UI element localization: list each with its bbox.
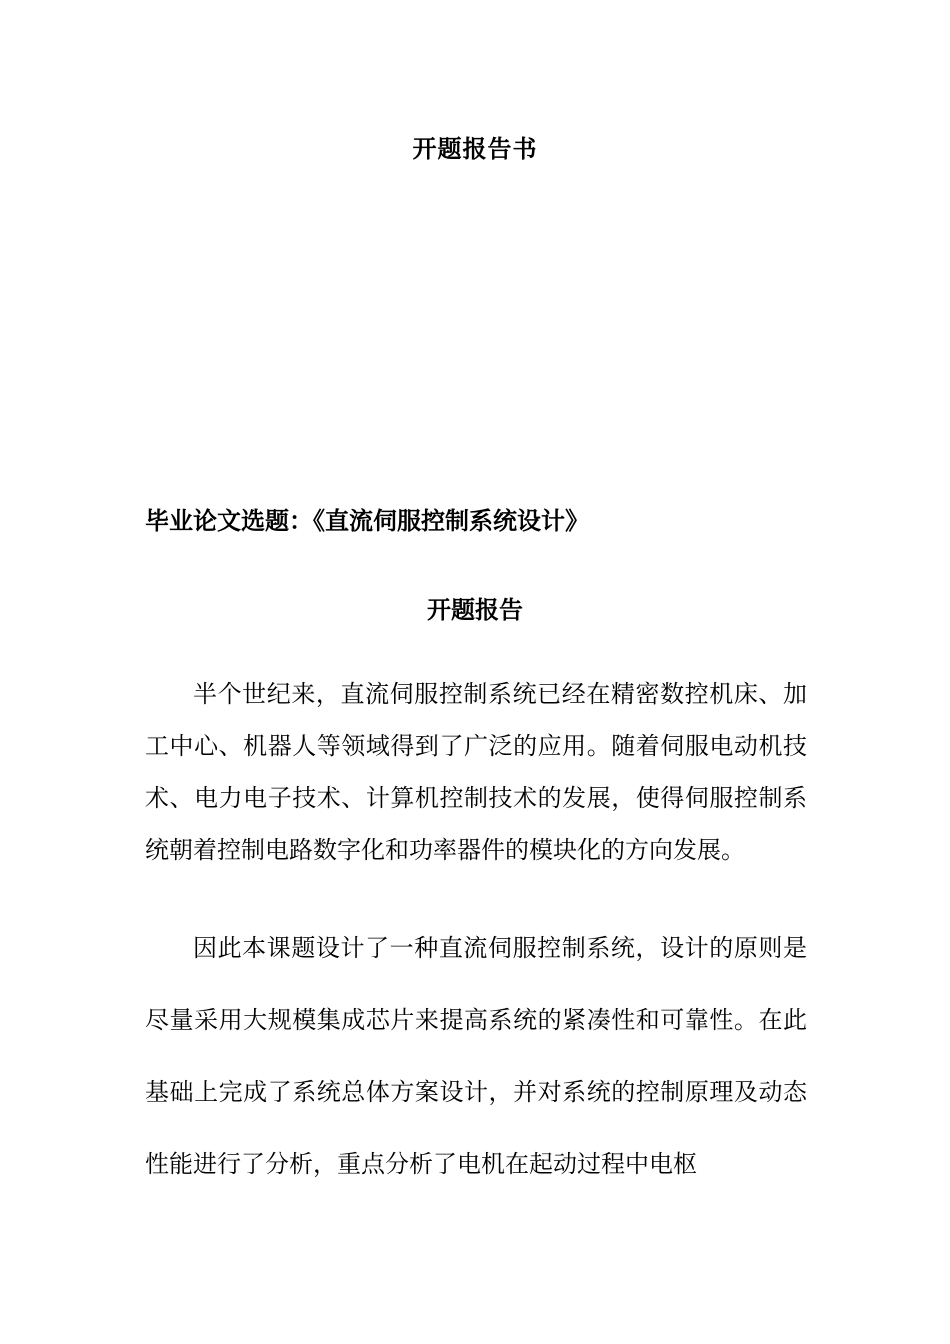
section-heading: 开题报告 — [427, 596, 523, 624]
document-title: 开题报告书 — [412, 135, 538, 163]
body-paragraph-1: 半个世纪来，直流伺服控制系统已经在精密数控机床、加工中心、机器人等领域得到了广泛的应用。随着伺服电动机技术、电力电子技术、计算机控制技术的发展，使得伺服控制系统朝着控制电路数字化和功率器件的模块化的方向发展。 — [145, 680, 807, 864]
thesis-topic: 毕业论文选题：《直流伺服控制系统设计》 — [145, 507, 589, 535]
body-paragraph-2: 因此本课题设计了一种直流伺服控制系统，设计的原则是尽量采用大规模集成芯片来提高系统的紧凑性和可靠性。在此基础上完成了系统总体方案设计，并对系统的控制原理及动态性能进行了分析，重点分析了电机在起动过程中电枢 — [145, 934, 807, 1178]
